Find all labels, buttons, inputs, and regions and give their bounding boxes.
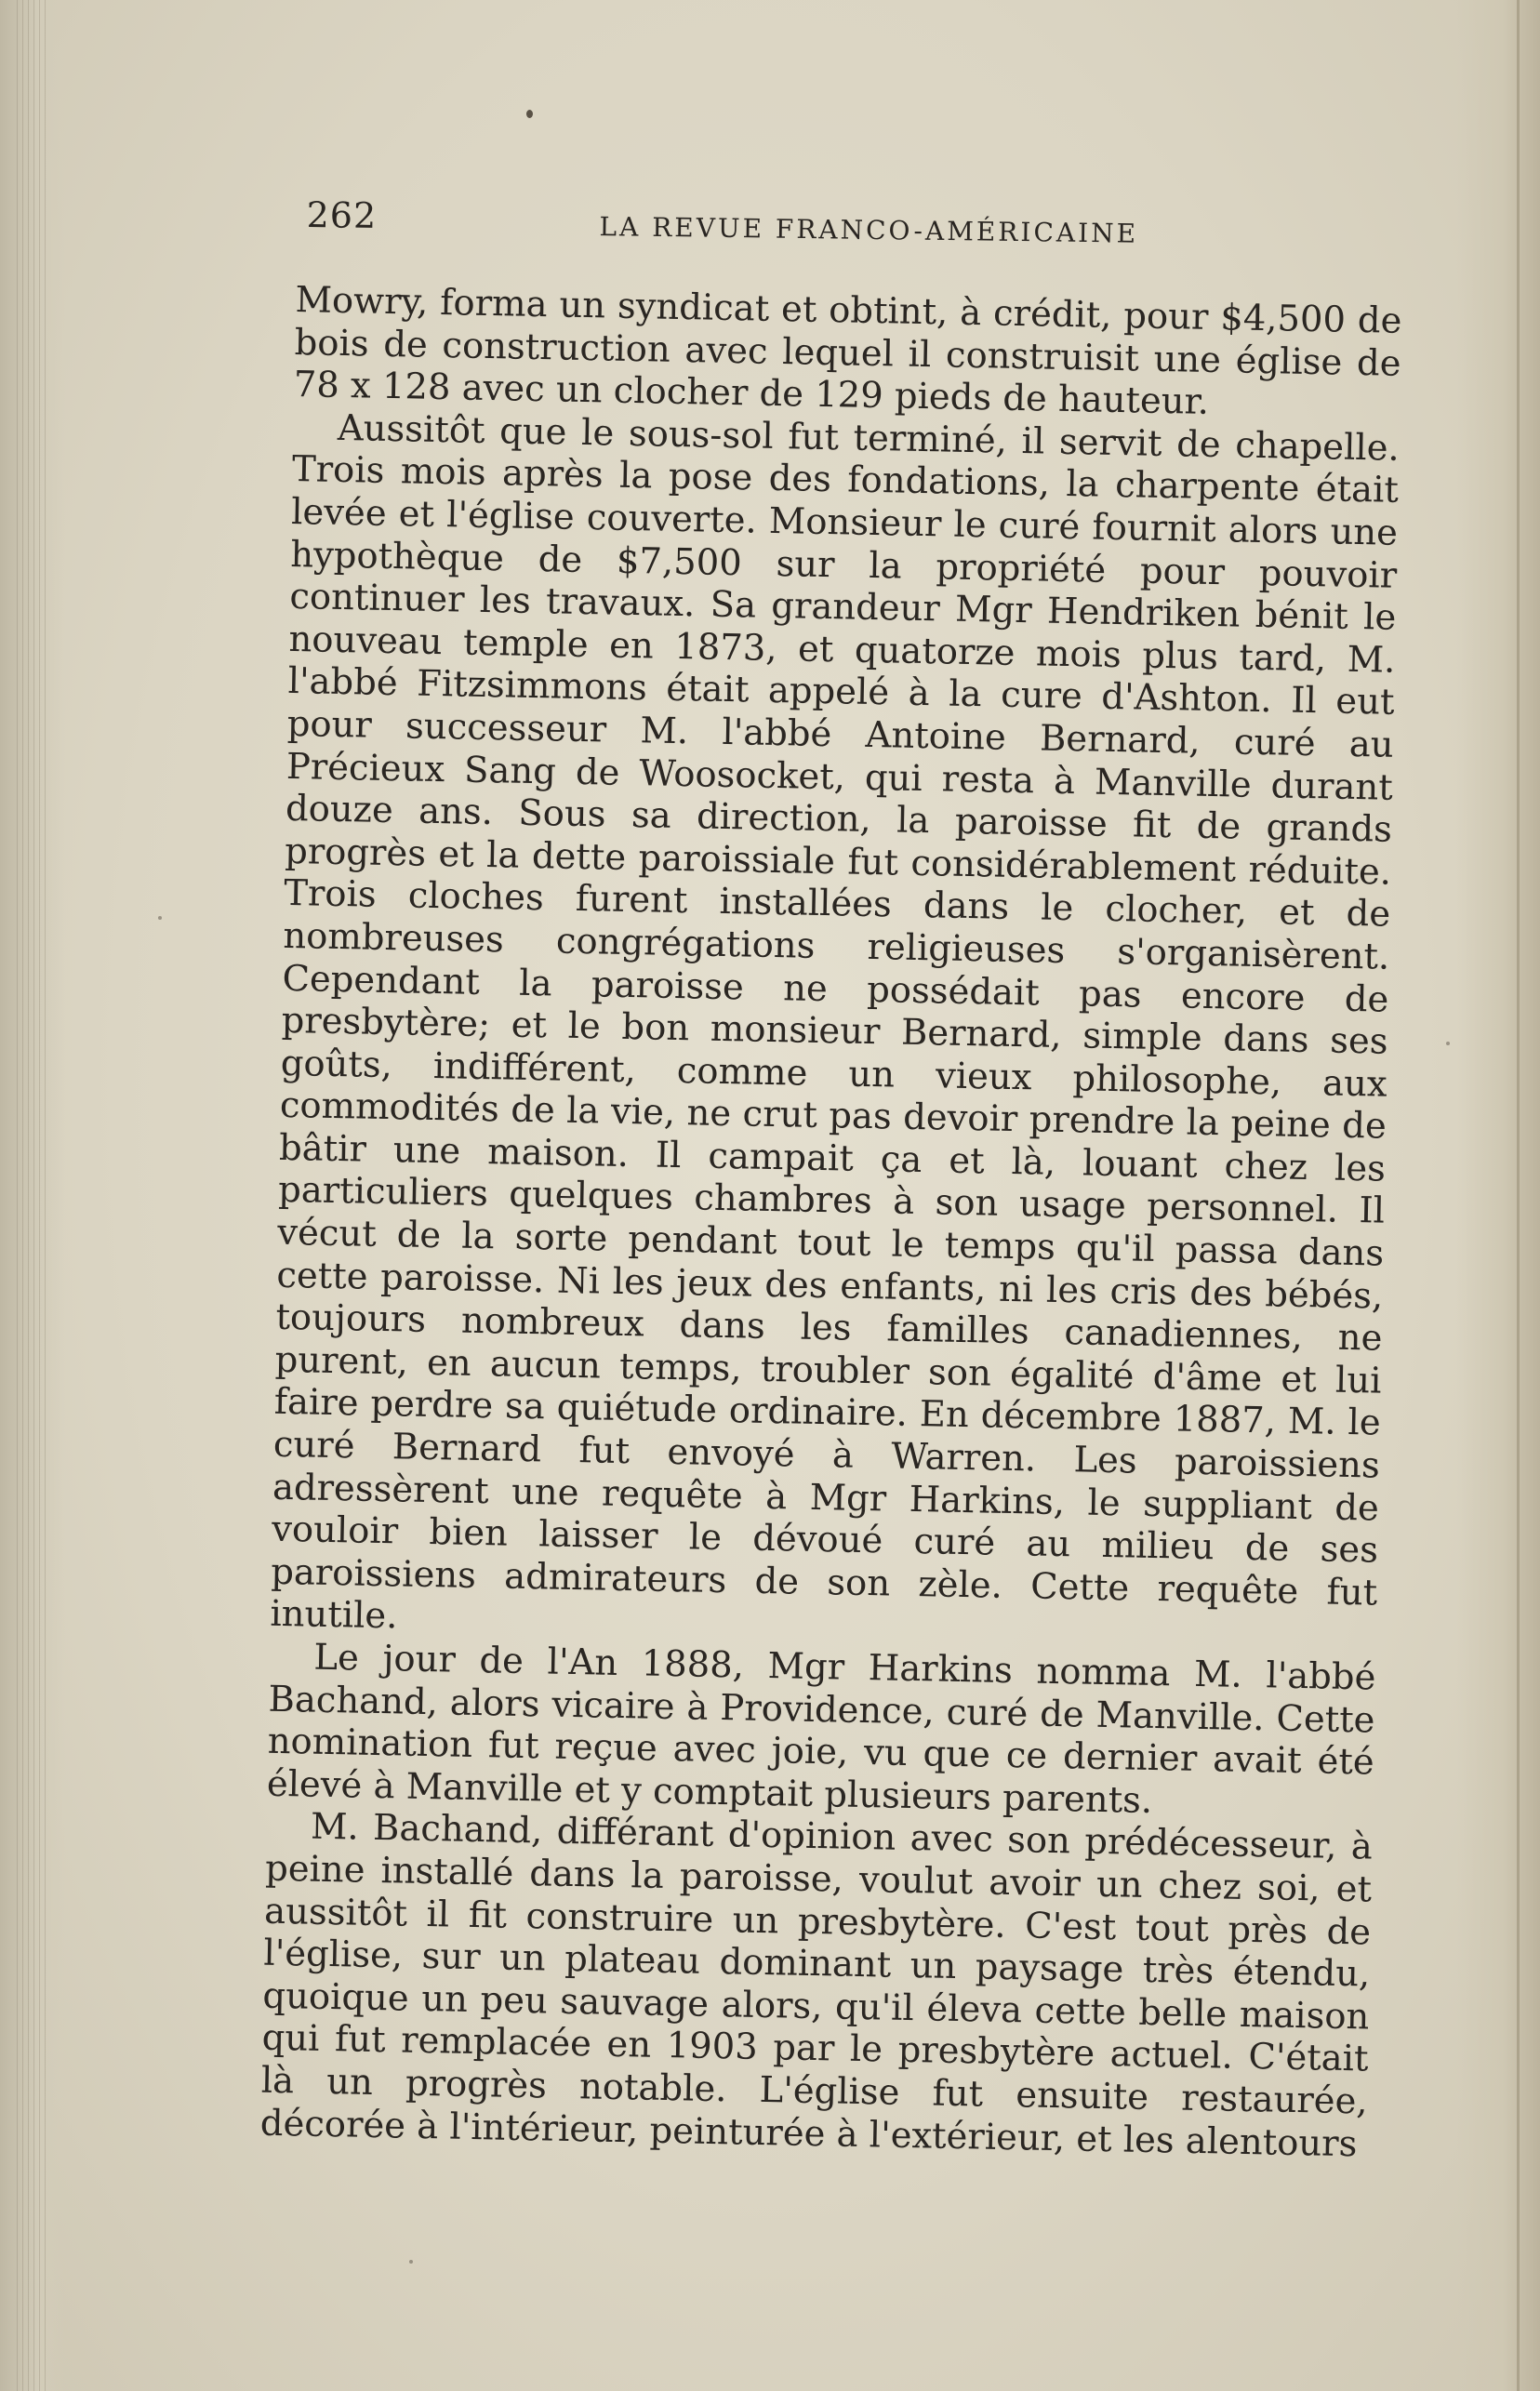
body-text [259,279,1401,2166]
paper-speck [158,916,162,920]
running-title: LA REVUE FRANCO-AMÉRICAINE [599,211,1139,249]
page-number: 262 [306,193,378,236]
paragraph: M. Bachand, différant d'opinion avec son prédécesseur, à peine installé dans la paroisse, voulut avoir un chez soi, et aussitôt il fit construire un presbytère. C'est tout près de l'église, sur un plateau dominant un paysage très étendu, quoique un peu sauvage alors, qu'il éleva cette belle maison qui fut remplacée en 1903 par le presbytère actuel. C'était là un progrès notable. L'église fut ensuite restaurée, décorée à l'intérieur, peinturée à l'extérieur, et les alentours [259,1805,1374,2165]
binding-fold-line [1517,0,1520,2391]
paper-speck [409,2260,413,2264]
paragraph-continued: Mowry, forma un syndicat et obtint, à crédit, pour $4,500 de bois de construction avec lequel il construisit une église de 78 x 128 avec un clocher de 129 pieds de hauteur. [293,279,1402,424]
page-header [306,191,1414,271]
ink-spot [526,110,533,118]
paragraph: Aussitôt que le sous-sol fut terminé, il servit de chapelle. Trois mois après la pose des fondations, la charpente était levée et l'église couverte. Monsieur le curé fournit alors une hypothèque de $7,500 sur la propriété pour pouvoir continuer les travaux. Sa grandeur Mgr Hendriken bénit le nouveau temple en 1873, et quatorze mois plus tard, M. l'abbé Fitzsimmons était appelé à la cure d'Ashton. Il eut pour successeur M. l'abbé Antoine Bernard, curé au Précieux Sang de Woosocket, qui resta à Manville durant douze ans. Sous sa direction, la paroisse fit de grands progrès et la dette paroissiale fut considérablement réduite. Trois cloches furent installées dans le clocher, et de nombreuses congrégations religieuses s'organisèrent. Cependant la paroisse ne possédait pas encore de presbytère; et le bon monsieur Bernard, simple dans ses goûts, indifférent, comme un vieux philosophe, aux commodités de la vie, ne crut pas devoir prendre la peine de bâtir une maison. Il campait ça et là, louant chez les particuliers quelques chambres à son usage personnel. Il vécut de la sorte pendant tout le temps qu'il passa dans cette paroisse. Ni les jeux des enfants, ni les cris des bébés, toujours nombreux dans les familles canadiennes, ne purent, en aucun temps, troubler son égalité d'âme et lui faire perdre sa quiétude ordinaire. En décembre 1887, M. le curé Bernard fut envoyé à Warren. Les paroissiens adressèrent une requête à Mgr Harkins, le suppliant de vouloir bien laisser le dévoué curé au milieu de ses paroissiens admirateurs de son zèle. Cette requête fut inutile. [270,406,1401,1638]
right-page-edge-shadow [1456,0,1540,2391]
stacked-page-edges [17,0,50,2391]
paragraph: Le jour de l'An 1888, Mgr Harkins nomma M. l'abbé Bachand, alors vicaire à Providence, curé de Manville. Cette nomination fut reçue avec joie, vu que ce dernier avait été élevé à Manville et y comptait plusieurs parents. [266,1636,1376,1822]
paper-speck [1446,1042,1450,1045]
